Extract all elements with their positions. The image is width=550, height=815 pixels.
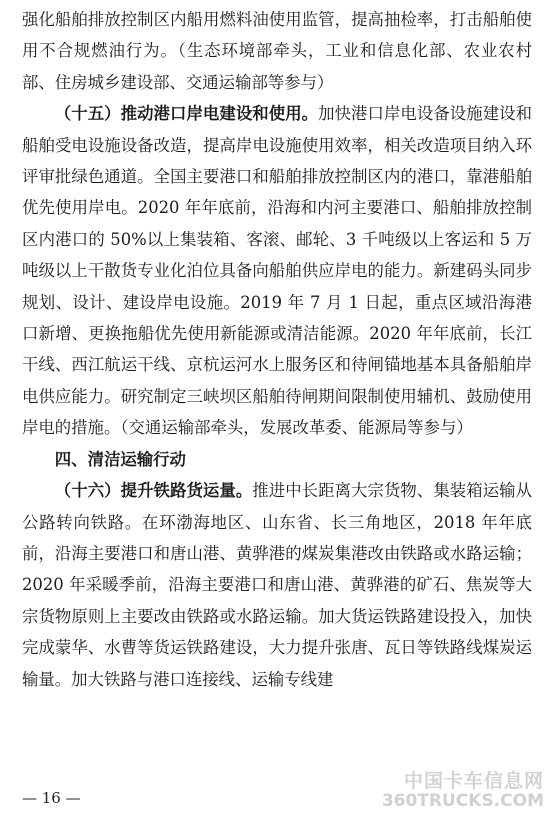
document-page: [22, 0, 532, 695]
section-16-title: （十六）提升铁路货运量。: [54, 481, 253, 501]
section-15-paragraph: [22, 98, 532, 443]
section-16-body: 推进中长距离大宗货物、集装箱运输从公路转向铁路。在环渤海地区、山东省、长三角地区，2018 年年底前，沿海主要港口和唐山港、黄骅港的煤炭集港改由铁路或水路运输；2020 年采暖季前，沿海主要港口和唐山港、黄骅港的矿石、焦炭等大宗货物原则上主要改由铁路或水路运输。加大货运铁路建设投入，加快完成蒙华、水曹等货运铁路建设，大力提升张唐、瓦日等铁路线煤炭运输量。加大铁路与港口连接线、运输专线建: [22, 481, 533, 689]
watermark-text: 中国卡车信息网: [403, 770, 544, 792]
section-15-body: 加快港口岸电设备设施建设和船舶受电设施设备改造，提高岸电设施使用效率，相关改造项目纳入环评审批绿色通道。全国主要港口和船舶排放控制区内的港口，靠港船舶优先使用岸电。2020 年年底前，沿海和内河主要港口、船舶排放控制区内港口的 50%以上集装箱、客滚、邮轮、3 千吨级以上客运和 5 万吨级以上干散货专业化泊位具备向船舶供应岸电的能力。新建码头同步规划、设计、建设岸电设施。2019 年 7 月 1 日起，重点区域沿海港口新增、更换拖船优先使用新能源或清洁能源。2020 年年底前，长江干线、西江航运干线、京杭运河水上服务区和待闸锚地基本具备船舶岸电供应能力。研究制定三峡坝区船舶待闸期间限制使用辅机、鼓励使用岸电的措施。（交通运输部牵头，发展改革委、能源局等参与）: [22, 104, 533, 438]
section-16-paragraph: [22, 475, 532, 695]
section-15-title: （十五）推动港口岸电建设和使用。: [54, 104, 319, 124]
section-4-heading: 四、清洁运输行动: [54, 449, 186, 469]
opening-paragraph: 强化船舶排放控制区内船用燃料油使用监管，提高抽检率，打击船舶使用不合规燃油行为。（生态环境部牵头，工业和信息化部、农业农村部、住房城乡建设部、交通运输部等参与）: [22, 10, 532, 92]
watermark-url: 360TRUCKS.COM: [381, 791, 544, 811]
page-number: — 16 —: [22, 789, 81, 807]
watermark: [382, 766, 544, 811]
